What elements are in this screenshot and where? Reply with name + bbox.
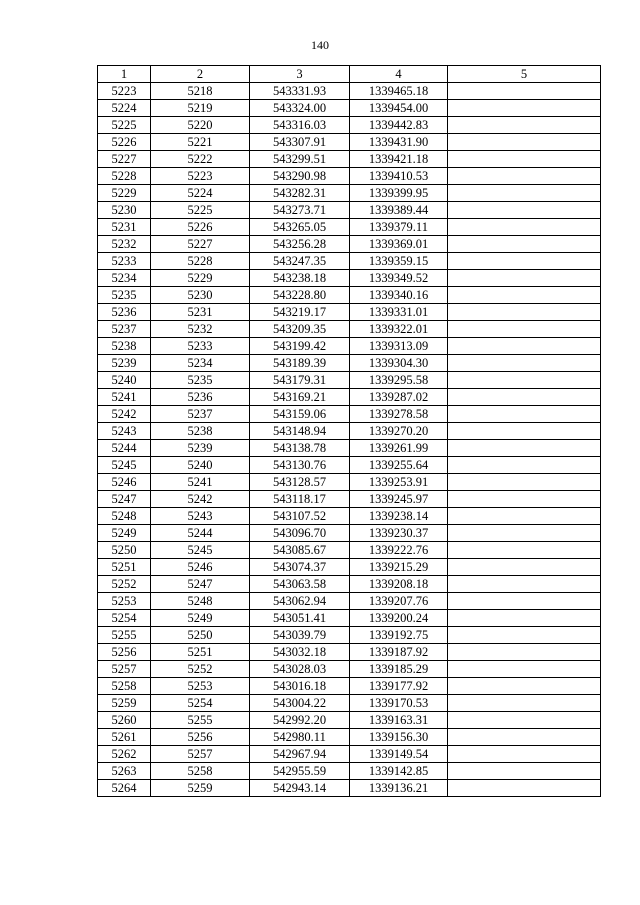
table-cell: 5228 <box>151 253 250 270</box>
table-row <box>98 763 601 780</box>
table-cell: 543032.18 <box>250 644 350 661</box>
table-cell: 543299.51 <box>250 151 350 168</box>
table-cell: 543085.67 <box>250 542 350 559</box>
table-row <box>98 219 601 236</box>
table-cell: 5245 <box>151 542 250 559</box>
table-row <box>98 593 601 610</box>
table-cell: 1339208.18 <box>350 576 448 593</box>
table-cell: 5259 <box>98 695 151 712</box>
table-cell: 5235 <box>151 372 250 389</box>
table-header-row <box>98 66 601 83</box>
table-row <box>98 661 601 678</box>
table-cell: 543148.94 <box>250 423 350 440</box>
table-cell <box>448 729 601 746</box>
table-cell: 543096.70 <box>250 525 350 542</box>
table-cell <box>448 610 601 627</box>
table-cell: 1339261.99 <box>350 440 448 457</box>
table-cell: 5247 <box>98 491 151 508</box>
table-cell: 5222 <box>151 151 250 168</box>
table-cell: 543228.80 <box>250 287 350 304</box>
table-cell: 5241 <box>151 474 250 491</box>
table-cell: 1339185.29 <box>350 661 448 678</box>
table-row <box>98 202 601 219</box>
table-cell: 543128.57 <box>250 474 350 491</box>
table-cell: 5238 <box>151 423 250 440</box>
table-cell: 5227 <box>98 151 151 168</box>
table-cell <box>448 304 601 321</box>
table-cell: 5230 <box>98 202 151 219</box>
table-row <box>98 440 601 457</box>
table-cell: 5219 <box>151 100 250 117</box>
table-row <box>98 100 601 117</box>
table-cell: 5255 <box>98 627 151 644</box>
table-cell: 543016.18 <box>250 678 350 695</box>
table-cell: 5253 <box>151 678 250 695</box>
table-cell: 5242 <box>98 406 151 423</box>
table-cell: 5263 <box>98 763 151 780</box>
table-cell: 5244 <box>98 440 151 457</box>
table-cell: 543004.22 <box>250 695 350 712</box>
table-cell: 1339149.54 <box>350 746 448 763</box>
table-cell: 5256 <box>151 729 250 746</box>
table-row <box>98 712 601 729</box>
table-cell <box>448 287 601 304</box>
table-cell <box>448 219 601 236</box>
table-row <box>98 270 601 287</box>
table-cell: 1339359.15 <box>350 253 448 270</box>
table-row <box>98 117 601 134</box>
table-cell: 543247.35 <box>250 253 350 270</box>
table-cell <box>448 321 601 338</box>
table-cell: 5251 <box>98 559 151 576</box>
table-cell: 5253 <box>98 593 151 610</box>
table-cell: 5234 <box>98 270 151 287</box>
table-cell <box>448 457 601 474</box>
column-header: 5 <box>448 66 601 83</box>
table-cell: 1339200.24 <box>350 610 448 627</box>
table-cell: 5234 <box>151 355 250 372</box>
table-row <box>98 372 601 389</box>
table-row <box>98 491 601 508</box>
table-cell: 543331.93 <box>250 83 350 100</box>
table-cell <box>448 134 601 151</box>
table-cell: 5221 <box>151 134 250 151</box>
table-cell <box>448 678 601 695</box>
table-cell <box>448 236 601 253</box>
table-cell: 5256 <box>98 644 151 661</box>
table-cell: 5246 <box>98 474 151 491</box>
table-cell: 5257 <box>98 661 151 678</box>
table-cell: 5247 <box>151 576 250 593</box>
table-cell: 5233 <box>98 253 151 270</box>
table-cell: 1339136.21 <box>350 780 448 797</box>
table-cell: 1339454.00 <box>350 100 448 117</box>
table-row <box>98 168 601 185</box>
table-cell <box>448 372 601 389</box>
table-cell: 5223 <box>98 83 151 100</box>
table-cell <box>448 491 601 508</box>
table-cell: 543324.00 <box>250 100 350 117</box>
table-body <box>98 83 601 797</box>
table-cell <box>448 474 601 491</box>
table-cell: 1339421.18 <box>350 151 448 168</box>
table-cell: 5225 <box>151 202 250 219</box>
table-cell: 5224 <box>151 185 250 202</box>
table-cell: 5241 <box>98 389 151 406</box>
table-row <box>98 474 601 491</box>
table-cell <box>448 83 601 100</box>
table-cell: 5231 <box>151 304 250 321</box>
table-cell <box>448 576 601 593</box>
table-row <box>98 508 601 525</box>
table-cell: 543028.03 <box>250 661 350 678</box>
table-cell: 543199.42 <box>250 338 350 355</box>
table-cell: 5254 <box>98 610 151 627</box>
table-cell: 5260 <box>98 712 151 729</box>
table-cell: 543179.31 <box>250 372 350 389</box>
table-cell <box>448 712 601 729</box>
table-cell: 5242 <box>151 491 250 508</box>
table-cell <box>448 644 601 661</box>
table-cell: 5261 <box>98 729 151 746</box>
table-cell: 5230 <box>151 287 250 304</box>
table-cell: 543159.06 <box>250 406 350 423</box>
table-cell: 1339215.29 <box>350 559 448 576</box>
table-cell <box>448 202 601 219</box>
table-cell: 1339192.75 <box>350 627 448 644</box>
table-cell: 543169.21 <box>250 389 350 406</box>
table-cell: 543063.58 <box>250 576 350 593</box>
table-row <box>98 389 601 406</box>
table-cell: 543238.18 <box>250 270 350 287</box>
table-cell: 5224 <box>98 100 151 117</box>
table-cell: 5223 <box>151 168 250 185</box>
table-cell: 5249 <box>151 610 250 627</box>
table-cell: 1339142.85 <box>350 763 448 780</box>
table-cell: 1339278.58 <box>350 406 448 423</box>
table-row <box>98 559 601 576</box>
table-cell: 543107.52 <box>250 508 350 525</box>
table-cell: 5258 <box>151 763 250 780</box>
table-cell: 5255 <box>151 712 250 729</box>
table-row <box>98 287 601 304</box>
table-cell: 543118.17 <box>250 491 350 508</box>
table-cell: 543074.37 <box>250 559 350 576</box>
table-row <box>98 134 601 151</box>
table-cell: 1339399.95 <box>350 185 448 202</box>
table-row <box>98 610 601 627</box>
table-cell <box>448 559 601 576</box>
table-cell: 543290.98 <box>250 168 350 185</box>
table-cell <box>448 627 601 644</box>
table-cell <box>448 151 601 168</box>
table-row <box>98 644 601 661</box>
table-cell: 5225 <box>98 117 151 134</box>
table-cell: 1339431.90 <box>350 134 448 151</box>
table-cell: 543209.35 <box>250 321 350 338</box>
table-cell: 5236 <box>98 304 151 321</box>
table-row <box>98 304 601 321</box>
column-header: 2 <box>151 66 250 83</box>
table-cell: 5218 <box>151 83 250 100</box>
table-cell <box>448 695 601 712</box>
table-cell: 5226 <box>98 134 151 151</box>
table-cell: 5240 <box>98 372 151 389</box>
table-row <box>98 695 601 712</box>
table-cell: 1339230.37 <box>350 525 448 542</box>
table-cell: 5244 <box>151 525 250 542</box>
table-cell: 542980.11 <box>250 729 350 746</box>
table-cell: 5233 <box>151 338 250 355</box>
table-row <box>98 780 601 797</box>
table-cell: 5237 <box>98 321 151 338</box>
table-cell: 5239 <box>151 440 250 457</box>
column-header: 3 <box>250 66 350 83</box>
table-cell: 543307.91 <box>250 134 350 151</box>
table-cell: 1339287.02 <box>350 389 448 406</box>
coordinates-table <box>97 65 601 797</box>
table-cell: 1339187.92 <box>350 644 448 661</box>
table-cell: 5232 <box>98 236 151 253</box>
table-cell: 5229 <box>151 270 250 287</box>
table-cell: 5252 <box>151 661 250 678</box>
table-cell: 542992.20 <box>250 712 350 729</box>
table-cell: 5226 <box>151 219 250 236</box>
table-cell <box>448 406 601 423</box>
table-cell: 543256.28 <box>250 236 350 253</box>
table-cell: 1339170.53 <box>350 695 448 712</box>
table-row <box>98 83 601 100</box>
table-cell: 542943.14 <box>250 780 350 797</box>
table-cell <box>448 270 601 287</box>
table-cell: 5250 <box>151 627 250 644</box>
table-cell <box>448 355 601 372</box>
table-cell: 5237 <box>151 406 250 423</box>
table-row <box>98 321 601 338</box>
table-cell: 1339465.18 <box>350 83 448 100</box>
table-row <box>98 576 601 593</box>
table-cell <box>448 763 601 780</box>
page-number: 140 <box>311 38 329 52</box>
table-cell: 1339255.64 <box>350 457 448 474</box>
table-row <box>98 729 601 746</box>
table-cell: 1339295.58 <box>350 372 448 389</box>
table-row <box>98 627 601 644</box>
column-header: 1 <box>98 66 151 83</box>
table-row <box>98 525 601 542</box>
table-cell <box>448 525 601 542</box>
table-cell: 1339410.53 <box>350 168 448 185</box>
table-cell: 1339238.14 <box>350 508 448 525</box>
table-cell: 1339389.44 <box>350 202 448 219</box>
table-cell: 1339331.01 <box>350 304 448 321</box>
table-cell: 5239 <box>98 355 151 372</box>
table-cell <box>448 780 601 797</box>
table-cell: 542955.59 <box>250 763 350 780</box>
table-cell <box>448 440 601 457</box>
table-cell: 543130.76 <box>250 457 350 474</box>
table-cell: 5240 <box>151 457 250 474</box>
table-cell: 1339442.83 <box>350 117 448 134</box>
table-cell: 1339245.97 <box>350 491 448 508</box>
table-cell: 543316.03 <box>250 117 350 134</box>
table-cell: 1339369.01 <box>350 236 448 253</box>
table-cell <box>448 746 601 763</box>
table-cell: 5246 <box>151 559 250 576</box>
table-cell: 5235 <box>98 287 151 304</box>
table-row <box>98 457 601 474</box>
table-cell: 5245 <box>98 457 151 474</box>
table-cell: 5243 <box>151 508 250 525</box>
table-cell: 5229 <box>98 185 151 202</box>
table-cell: 1339163.31 <box>350 712 448 729</box>
table-cell <box>448 593 601 610</box>
table-cell: 1339270.20 <box>350 423 448 440</box>
table-cell: 543062.94 <box>250 593 350 610</box>
table-cell: 5250 <box>98 542 151 559</box>
table-row <box>98 542 601 559</box>
table-cell <box>448 253 601 270</box>
table-cell <box>448 338 601 355</box>
table-cell: 543282.31 <box>250 185 350 202</box>
table-row <box>98 406 601 423</box>
table-cell: 5227 <box>151 236 250 253</box>
table-cell: 5236 <box>151 389 250 406</box>
table-row <box>98 236 601 253</box>
table-cell: 5258 <box>98 678 151 695</box>
table-cell: 1339177.92 <box>350 678 448 695</box>
table-row <box>98 423 601 440</box>
table-cell: 5252 <box>98 576 151 593</box>
table-cell: 5231 <box>98 219 151 236</box>
table-cell: 543265.05 <box>250 219 350 236</box>
table-cell <box>448 389 601 406</box>
table-cell: 5254 <box>151 695 250 712</box>
table-cell: 5228 <box>98 168 151 185</box>
table-cell: 5251 <box>151 644 250 661</box>
table-cell: 5238 <box>98 338 151 355</box>
table-cell <box>448 423 601 440</box>
table-cell: 543138.78 <box>250 440 350 457</box>
table-cell: 5248 <box>98 508 151 525</box>
table-cell: 5232 <box>151 321 250 338</box>
table-cell: 543039.79 <box>250 627 350 644</box>
table-row <box>98 151 601 168</box>
table-cell <box>448 542 601 559</box>
table-cell: 1339207.76 <box>350 593 448 610</box>
table-cell: 1339379.11 <box>350 219 448 236</box>
table-cell: 5249 <box>98 525 151 542</box>
table-cell: 5243 <box>98 423 151 440</box>
table-row <box>98 338 601 355</box>
table-cell <box>448 185 601 202</box>
table-cell <box>448 508 601 525</box>
table-cell: 542967.94 <box>250 746 350 763</box>
table-row <box>98 355 601 372</box>
table-cell <box>448 117 601 134</box>
table-cell: 5248 <box>151 593 250 610</box>
column-header: 4 <box>350 66 448 83</box>
table-cell: 5262 <box>98 746 151 763</box>
table-cell: 543273.71 <box>250 202 350 219</box>
table-cell: 5220 <box>151 117 250 134</box>
table-cell: 1339156.30 <box>350 729 448 746</box>
table-cell <box>448 168 601 185</box>
table-cell: 1339313.09 <box>350 338 448 355</box>
table-row <box>98 678 601 695</box>
table-row <box>98 185 601 202</box>
table-cell: 543189.39 <box>250 355 350 372</box>
table-row <box>98 746 601 763</box>
table-cell: 1339253.91 <box>350 474 448 491</box>
table-cell: 1339304.30 <box>350 355 448 372</box>
table-cell: 1339322.01 <box>350 321 448 338</box>
table-cell <box>448 100 601 117</box>
table-cell: 1339340.16 <box>350 287 448 304</box>
table-cell: 5264 <box>98 780 151 797</box>
table-cell <box>448 661 601 678</box>
table-cell: 543219.17 <box>250 304 350 321</box>
table-cell: 5259 <box>151 780 250 797</box>
table-cell: 5257 <box>151 746 250 763</box>
table-cell: 543051.41 <box>250 610 350 627</box>
table-cell: 1339349.52 <box>350 270 448 287</box>
table-row <box>98 253 601 270</box>
table-cell: 1339222.76 <box>350 542 448 559</box>
